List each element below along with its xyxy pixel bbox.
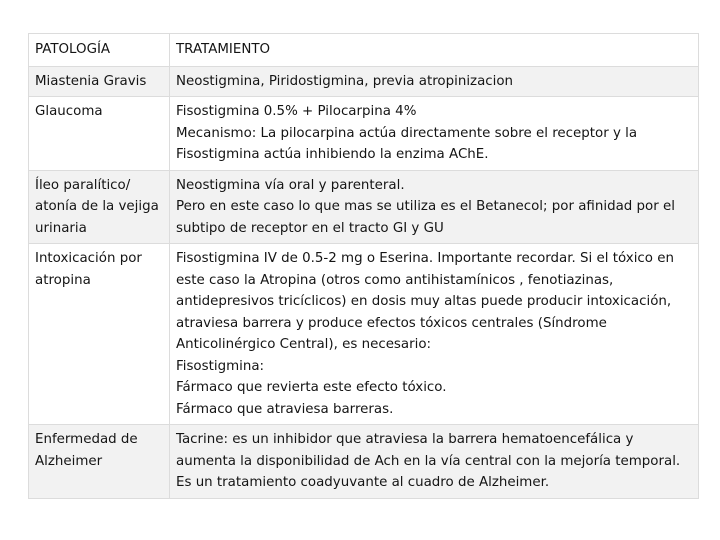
table-row: [29, 66, 699, 97]
pathology-cell: Glaucoma: [29, 97, 170, 171]
table-row: [29, 170, 699, 244]
table-row: [29, 97, 699, 171]
pathology-cell: Miastenia Gravis: [29, 66, 170, 97]
treatment-cell: Neostigmina, Piridostigmina, previa atropinizacion: [170, 66, 699, 97]
table-header-row: [29, 34, 699, 67]
treatment-cell: Tacrine: es un inhibidor que atraviesa la barrera hematoencefálica y aumenta la disponibilidad de Ach en la vía central con la mejoría temporal. Es un tratamiento coadyuvante al cuadro de Alzheimer.: [170, 425, 699, 499]
treatment-cell: Fisostigmina IV de 0.5-2 mg o Eserina. Importante recordar. Si el tóxico en este caso la Atropina (otros como antihistamínicos , fenotiazinas, antidepresivos tricíclicos) en dosis muy altas puede producir intoxicación, atraviesa barrera y produce efectos tóxicos centrales (Síndrome Anticolinérgico Central), es necesario: Fisostigmina: Fármaco que revierta este efecto tóxico. Fármaco que atraviesa barreras.: [170, 244, 699, 425]
pathology-treatment-table: [28, 33, 699, 499]
pathology-cell: Enfermedad de Alzheimer: [29, 425, 170, 499]
treatment-cell: Neostigmina vía oral y parenteral. Pero en este caso lo que mas se utiliza es el Betanecol; por afinidad por el subtipo de receptor en el tracto GI y GU: [170, 170, 699, 244]
treatment-table-container: [28, 33, 698, 499]
table-row: [29, 425, 699, 499]
header-pathology: PATOLOGÍA: [29, 34, 170, 67]
header-treatment: TRATAMIENTO: [170, 34, 699, 67]
table-row: [29, 244, 699, 425]
pathology-cell: Intoxicación por atropina: [29, 244, 170, 425]
treatment-cell: Fisostigmina 0.5% + Pilocarpina 4% Mecanismo: La pilocarpina actúa directamente sobre el receptor y la Fisostigmina actúa inhibiendo la enzima AChE.: [170, 97, 699, 171]
pathology-cell: Íleo paralítico/ atonía de la vejiga urinaria: [29, 170, 170, 244]
